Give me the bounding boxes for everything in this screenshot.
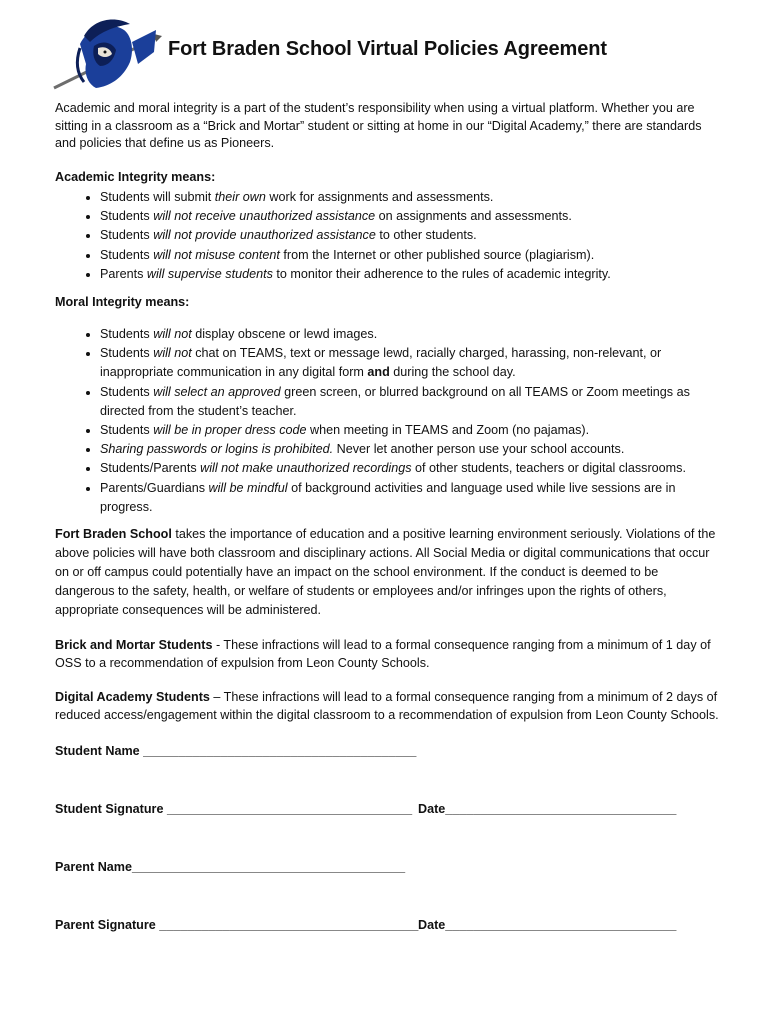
list-item: • Parents will supervise students to monitor their adherence to the rules of academic integrity. — [100, 265, 720, 284]
student-name-line[interactable]: Student Name _______________________________________ — [55, 743, 417, 758]
student-signature-row — [55, 801, 720, 819]
parent-date-line[interactable]: Date_________________________________ — [418, 917, 677, 932]
moral-integrity-heading: Moral Integrity means: — [55, 295, 190, 310]
parent-signature-line[interactable]: Parent Signature _____________________________________ — [55, 917, 419, 932]
parent-signature-row — [55, 917, 720, 935]
list-item: • Students will not provide unauthorized assistance to other students. — [100, 226, 720, 245]
list-item: • Sharing passwords or logins is prohibited. Never let another person use your school accounts. — [100, 440, 720, 459]
brick-and-mortar-paragraph: Brick and Mortar Students - These infractions will lead to a formal consequence ranging from a minimum of 1 day of OSS to a recommendation of expulsion from Leon County Schools. — [55, 638, 711, 670]
digital-academy-paragraph: Digital Academy Students – These infractions will lead to a formal consequence ranging from a minimum of 2 days of reduced access/engagement within the digital classroom to a recommendation of expulsion from Leon County Schools. — [55, 690, 719, 723]
academic-integrity-list — [55, 188, 720, 284]
intro-paragraph: Academic and moral integrity is a part of the student’s responsibility when using a virtual platform. Whether you are sitting in a classroom as a “Brick and Mortar” student or sitting at home in our “Digital Academy,” there are standards and policies that define us as Pioneers. — [55, 101, 702, 151]
academic-integrity-heading: Academic Integrity means: — [55, 170, 216, 185]
list-item: • Students will not receive unauthorized assistance on assignments and assessments. — [100, 207, 720, 226]
list-item: • Students will not chat on TEAMS, text or message lewd, racially charged, harassing, non-relevant, or inappropriate communication in any digital form and during the school day. — [100, 344, 720, 382]
list-item: • Students will be in proper dress code when meeting in TEAMS and Zoom (no pajamas). — [100, 421, 720, 440]
parent-name-line[interactable]: Parent Name_______________________________________ — [55, 859, 406, 874]
pioneer-mascot-logo — [50, 14, 162, 96]
policy-paragraph: Fort Braden School takes the importance of education and a positive learning environment seriously. Violations of the above policies will have both classroom and disciplinary actions. All Social Media or digital communications that occur on or off campus could potentially have an impact on the school environment. If the conduct is deemed to be dangerous to the safety, health, or welfare of students or employees and/or infringes upon the rights of others, appropriate consequences will be administered. — [55, 527, 716, 618]
list-item: • Parents/Guardians will be mindful of background activities and language used while live sessions are in progress. — [100, 479, 720, 517]
list-item: • Students will select an approved green screen, or blurred background on all TEAMS or Zoom meetings as directed from the student’s teacher. — [100, 383, 720, 421]
page-title: Fort Braden School Virtual Policies Agreement — [168, 38, 607, 60]
list-item: • Students will not misuse content from the Internet or other published source (plagiarism). — [100, 246, 720, 265]
list-item: • Students will not display obscene or lewd images. — [100, 325, 720, 344]
list-item: • Students/Parents will not make unauthorized recordings of other students, teachers or digital classrooms. — [100, 459, 720, 478]
student-signature-line[interactable]: Student Signature ___________________________________ — [55, 801, 413, 816]
student-date-line[interactable]: Date_________________________________ — [418, 801, 677, 816]
list-item: • Students will submit their own work for assignments and assessments. — [100, 188, 720, 207]
document-body — [55, 100, 720, 935]
moral-integrity-list — [55, 325, 720, 517]
